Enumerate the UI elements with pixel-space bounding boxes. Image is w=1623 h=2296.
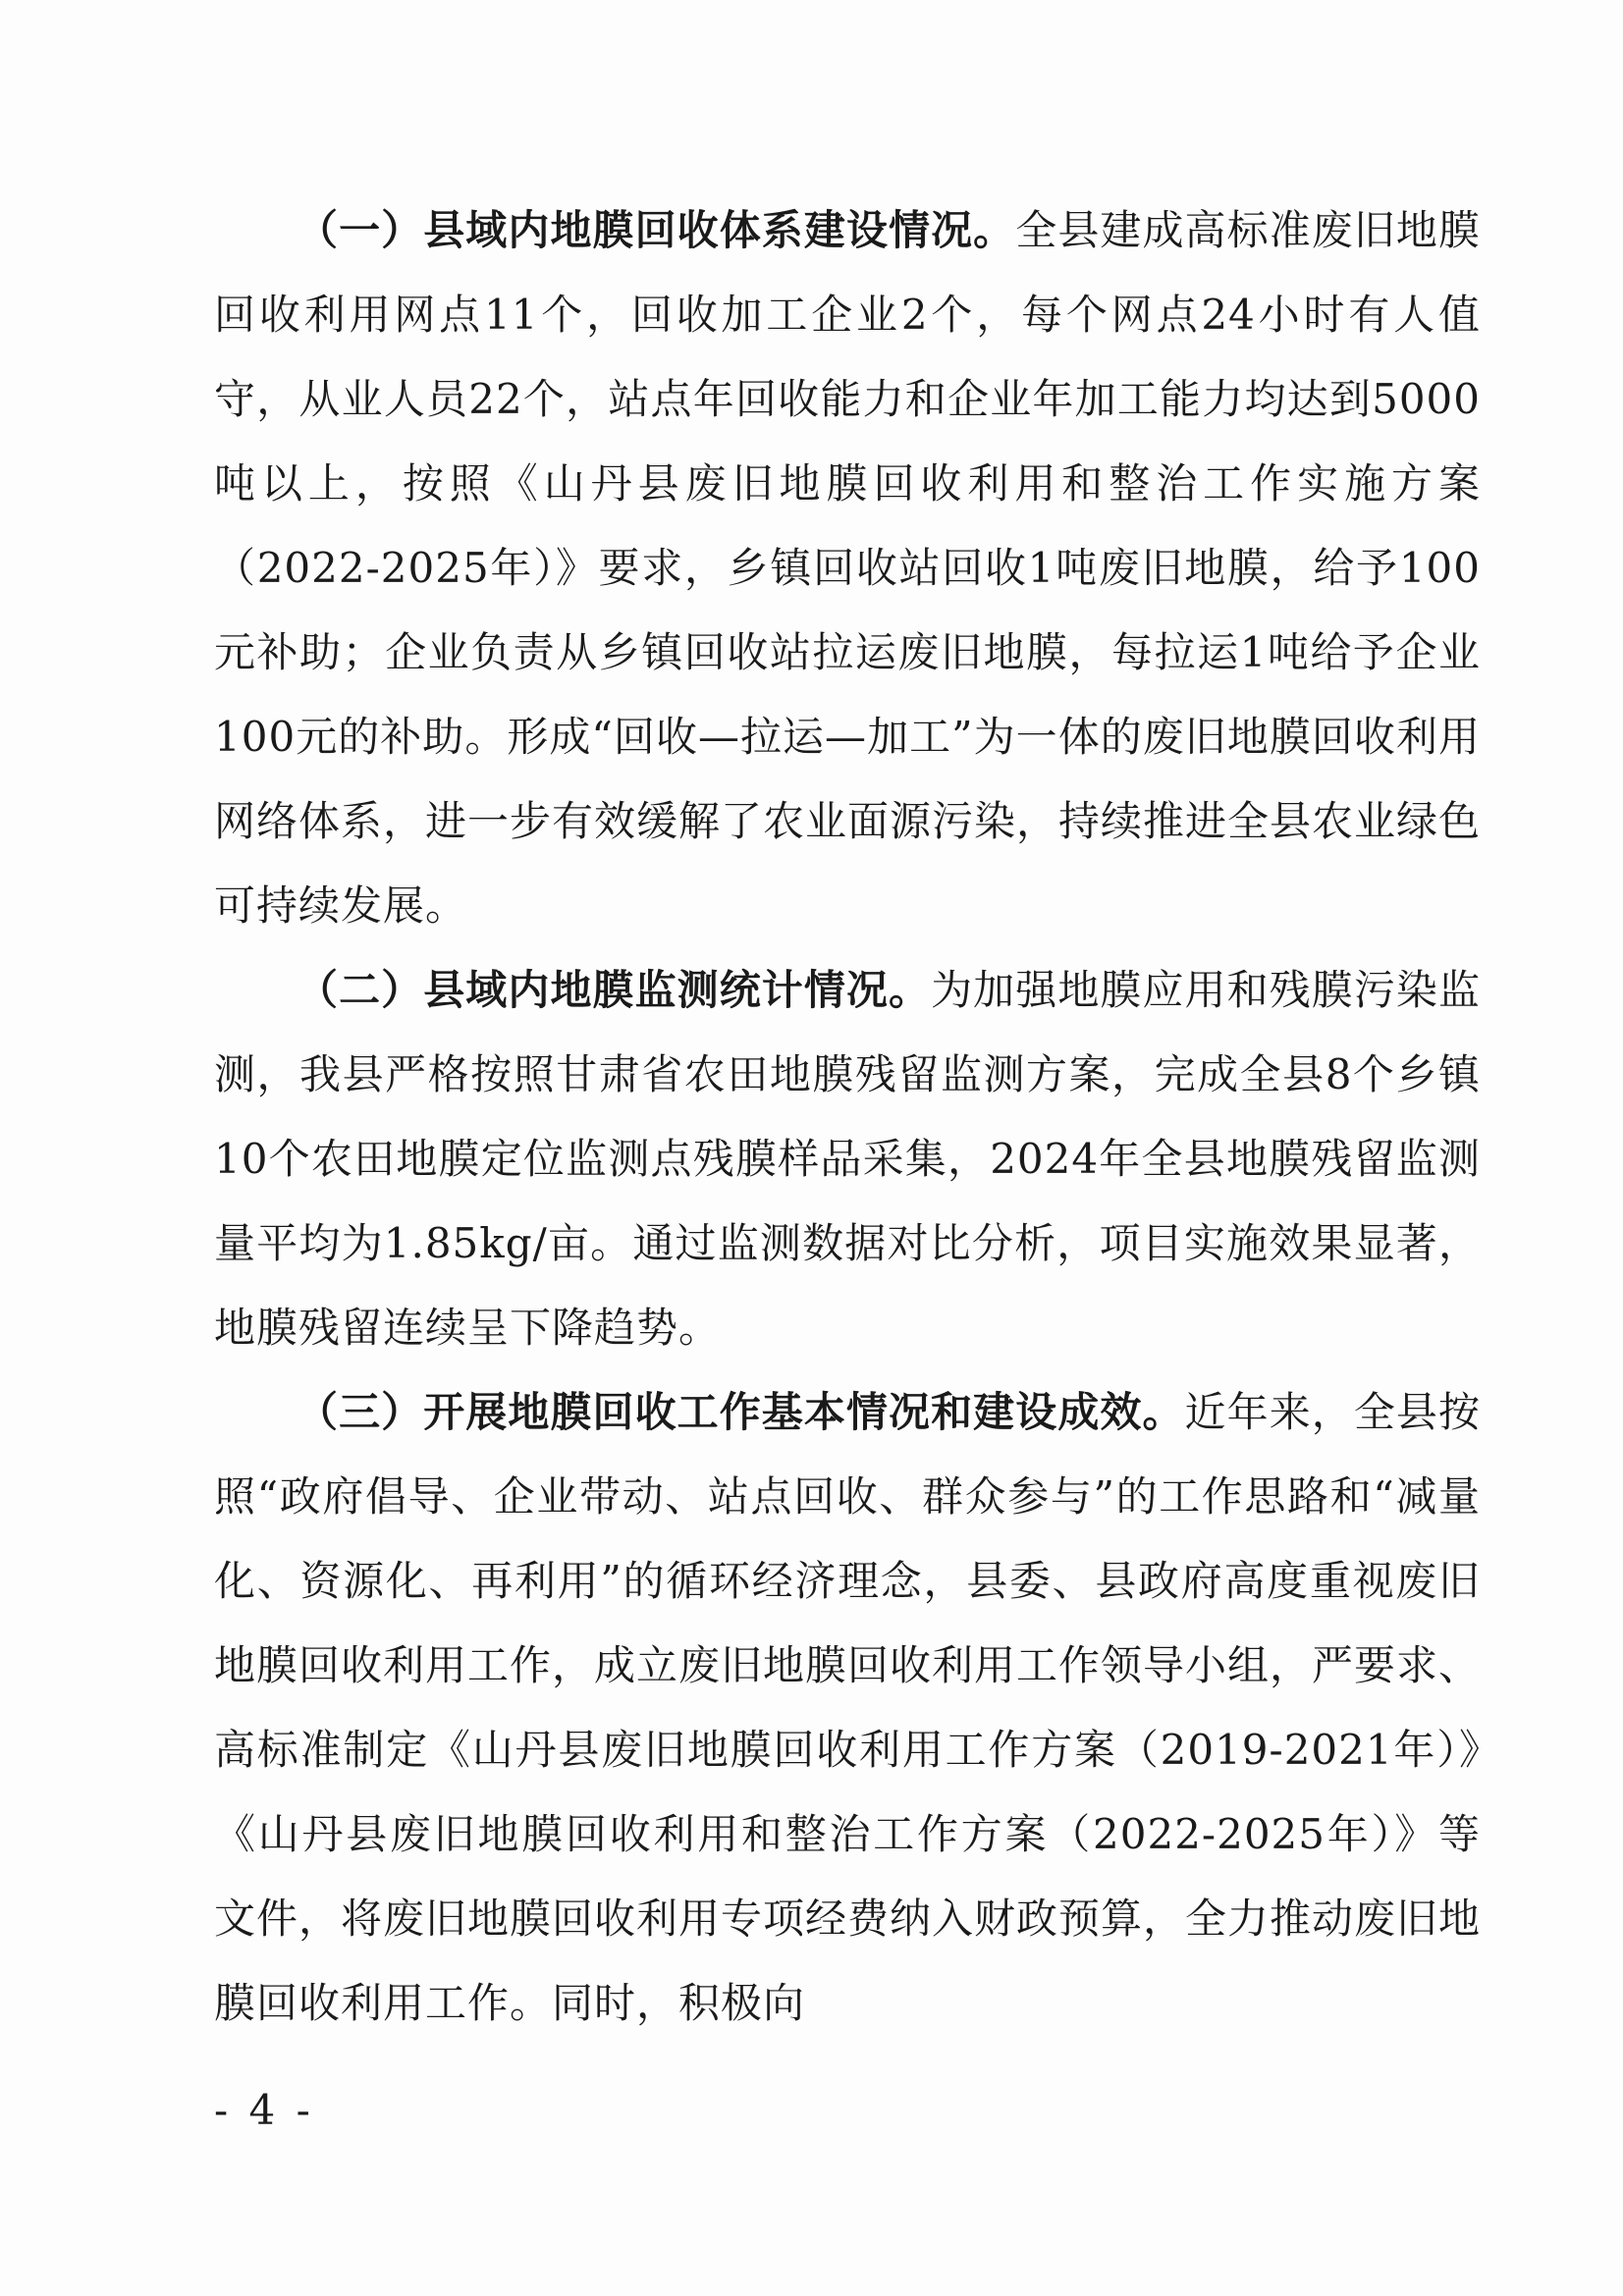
document-body (214, 188, 1481, 2046)
paragraph-heading: （一）县域内地膜回收体系建设情况。 (297, 206, 1016, 254)
page-number: - 4 - (214, 2086, 314, 2134)
paragraph-work-results (214, 1370, 1481, 2046)
paragraph-text: 为加强地膜应用和残膜污染监测，我县严格按照甘肃省农田地膜残留监测方案，完成全县8个乡镇10个农田地膜定位监测点残膜样品采集，2024年全县地膜残留监测量平均为1.85kg/亩。通过监测数据对比分析，项目实施效果显著，地膜残留连续呈下降趋势。 (214, 966, 1481, 1352)
paragraph-recycling-system (214, 188, 1481, 948)
paragraph-text: 全县建成高标准废旧地膜回收利用网点11个，回收加工企业2个，每个网点24小时有人值守，从业人员22个，站点年回收能力和企业年加工能力均达到5000吨以上，按照《山丹县废旧地膜回收利用和整治工作实施方案（2022-2025年）》要求，乡镇回收站回收1吨废旧地膜，给予100元补助；企业负责从乡镇回收站拉运废旧地膜，每拉运1吨给予企业100元的补助。形成“回收—拉运—加工”为一体的废旧地膜回收利用网络体系，进一步有效缓解了农业面源污染，持续推进全县农业绿色可持续发展。 (214, 206, 1482, 930)
paragraph-heading: （三）开展地膜回收工作基本情况和建设成效。 (297, 1388, 1185, 1436)
paragraph-text: 近年来，全县按照“政府倡导、企业带动、站点回收、群众参与”的工作思路和“减量化、资源化、再利用”的循环经济理念，县委、县政府高度重视废旧地膜回收利用工作，成立废旧地膜回收利用工作领导小组，严要求、高标准制定《山丹县废旧地膜回收利用工作方案（2019-2021年）》《山丹县废旧地膜回收利用和整治工作方案（2022-2025年）》等文件，将废旧地膜回收利用专项经费纳入财政预算，全力推动废旧地膜回收利用工作。同时，积极向 (214, 1388, 1482, 2027)
paragraph-heading: （二）县域内地膜监测统计情况。 (297, 966, 932, 1014)
paragraph-monitoring-statistics (214, 948, 1481, 1370)
